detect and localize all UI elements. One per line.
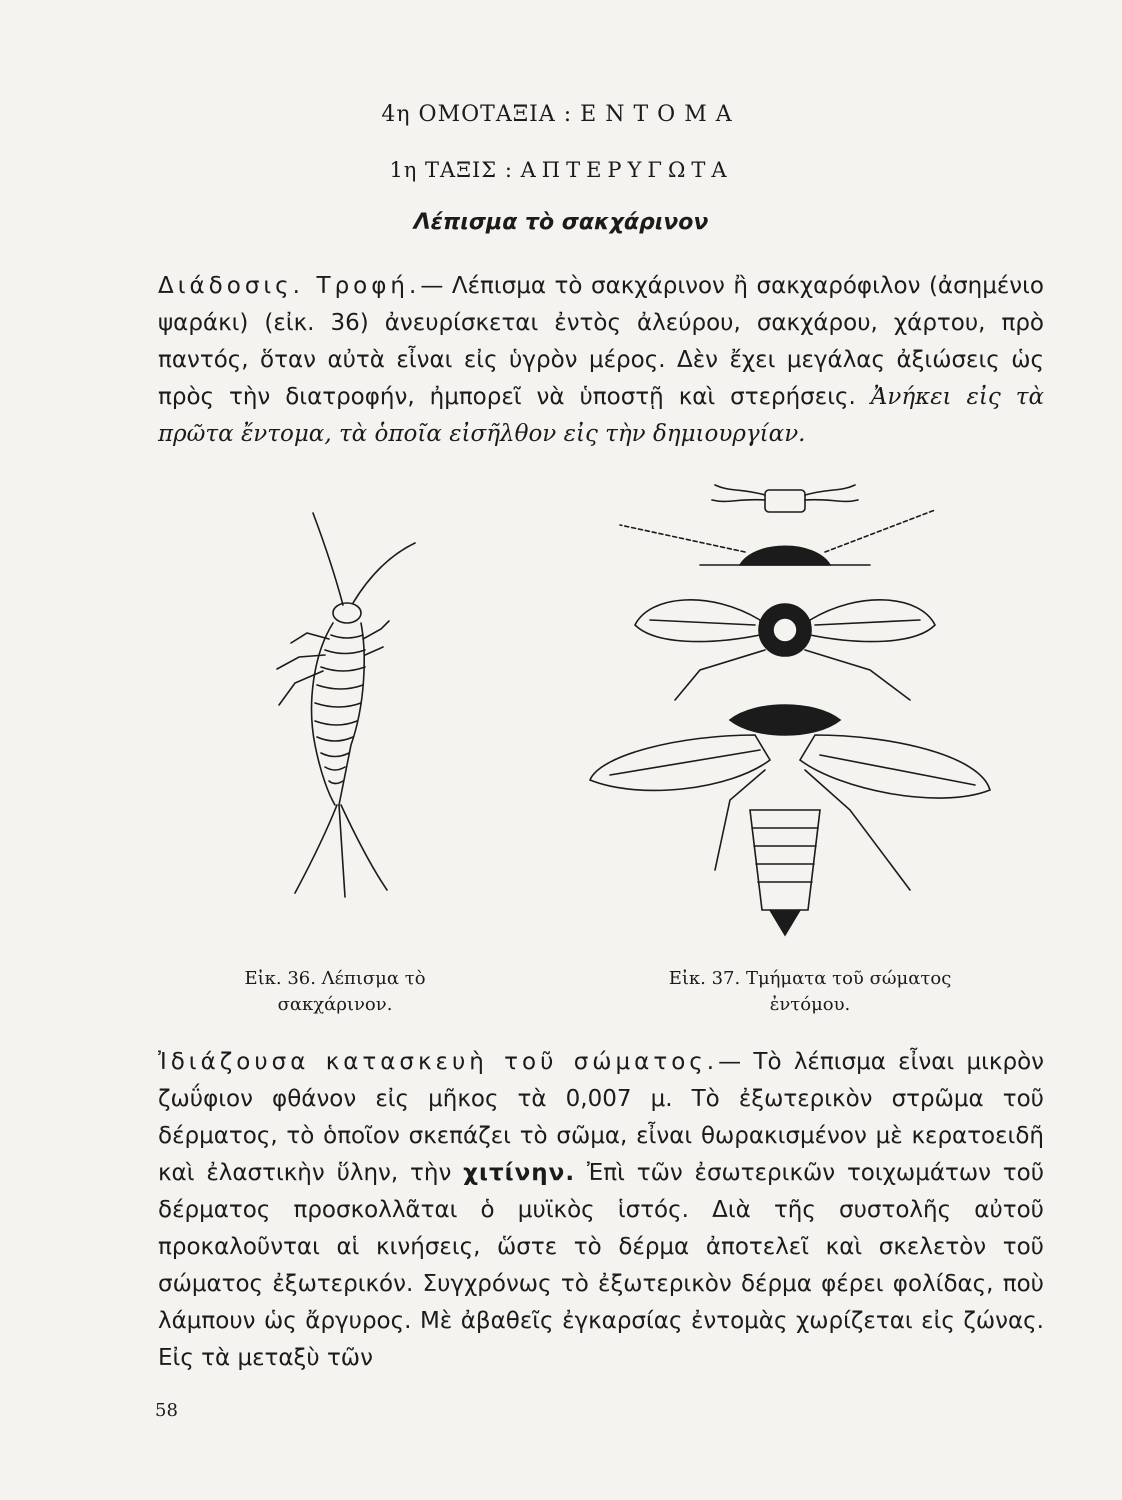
body-structure-lead: Ἰδιάζουσα κατασκευὴ τοῦ σώματος. [158,1049,719,1075]
order-heading [0,158,1122,182]
body-structure-paragraph [158,1044,1044,1377]
figure-37-caption-line2: ἐντόμου. [769,994,851,1015]
page-number: 58 [155,1400,178,1421]
distribution-lead: Διάδοσις. Τροφή. [158,273,421,299]
distribution-italic: Ἀνήκει εἰς τὰ πρῶτα ἔντομα, τὰ ὁποῖα εἰσῆλθον εἰς τὴν δημιουργίαν. [158,384,1044,447]
class-heading-prefix: 4η ΟΜΟΤΑΞΙΑ : [381,102,573,127]
distribution-text: — Λέπισμα τὸ σακχάρινον ἢ σακχαρόφιλον (ἀσημένιο ψαράκι) (εἰκ. 36) ἀνευρίσκεται ἐντὸς ἀλεύρου, σακχάρου, χάρτου, πρὸ παντός, ὅταν αὐτὰ εἶναι εἰς ὑγρὸν μέρος. Δὲν ἔχει μεγάλας ἀξιώσεις ὡς πρὸς τὴν διατροφήν, ἠμπορεῖ νὰ ὑποστῇ καὶ στερήσεις. [158,273,1044,410]
figure-36-caption-line2: σακχάρινον. [277,994,393,1015]
order-heading-prefix: 1η ΤΑΞΙΣ : [389,158,513,182]
body-structure-text-after: Ἐπὶ τῶν ἐσωτερικῶν τοιχωμάτων τοῦ δέρματος προσκολλᾶται ὁ μυϊκὸς ἱστός. Διὰ τῆς συστολῆς αὐτοῦ προκαλοῦνται αἱ κινήσεις, ὥστε τὸ δέρμα ἀποτελεῖ καὶ σκελετὸν τοῦ σώματος ἐξωτερικόν. Συγχρόνως τὸ ἐξωτερικὸν δέρμα φέρει φολίδας, ποὺ λάμπουν ὡς ἄργυρος. Μὲ ἀβαθεῖς ἐγκαρσίας ἐντομὰς χωρίζεται εἰς ζώνας. Εἰς τὰ μεταξὺ τῶν [158,1160,1045,1371]
figure-37-caption [600,966,1020,1018]
chitin-term: χιτίνην. [463,1160,576,1186]
class-heading-name: ΕΝΤΟΜΑ [580,102,741,127]
order-heading-name: ΑΠΤΕΡΥΓΩΤΑ [520,158,733,182]
figure-37-caption-line1: Εἰκ. 37. Τμήματα τοῦ σώματος [668,968,952,989]
insect-segments-illustration [580,470,1010,940]
figure-36-caption-line1: Εἰκ. 36. Λέπισμα τὸ [244,968,426,989]
body-structure-text-before: — Τὸ λέπισμα εἶναι μικρὸν ζωΰφιον φθάνον εἰς μῆκος τὰ 0,007 μ. Τὸ ἐξωτερικὸν στρῶμα τοῦ δέρματος, τὸ ὁποῖον σκεπάζει τὸ σῶμα, εἶναι θωρακισμένον μὲ κερατοειδῆ καὶ ἐλαστικὴν ὕλην, τὴν [158,1049,1044,1186]
distribution-paragraph [158,268,1044,453]
species-heading: Λέπισμα τὸ σακχάρινον [413,210,709,235]
class-heading [0,102,1122,127]
figure-36-caption [190,966,480,1018]
silverfish-illustration [255,505,435,900]
